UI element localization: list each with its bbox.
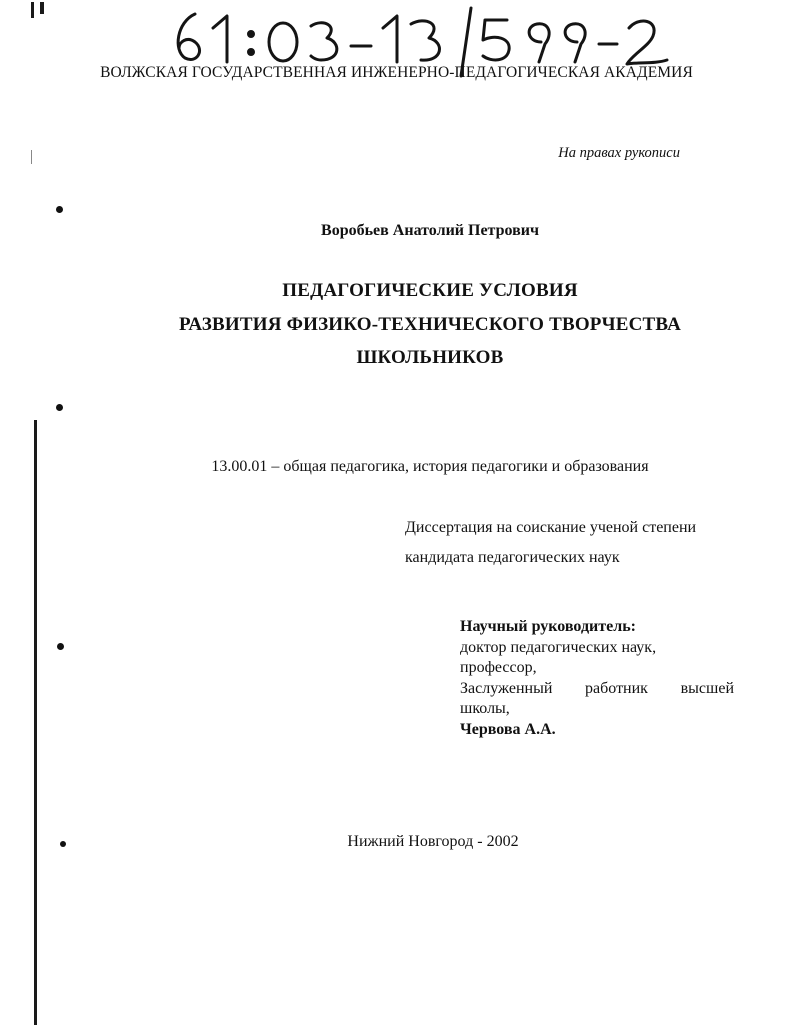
scan-dot	[56, 206, 63, 213]
academy-name: ВОЛЖСКАЯ ГОСУДАРСТВЕННАЯ ИНЖЕНЕРНО-ПЕДАГОГИЧЕСКАЯ АКАДЕМИЯ	[100, 64, 693, 81]
advisor-rank: профессор,	[460, 659, 537, 676]
binding-edge	[34, 420, 37, 1025]
dissertation-title-line: ШКОЛЬНИКОВ	[356, 347, 504, 368]
scan-edge-mark	[31, 150, 32, 164]
advisor-heading: Научный руководитель:	[460, 618, 636, 635]
manuscript-rights-note: На правах рукописи	[558, 145, 680, 161]
scan-dot	[56, 404, 63, 411]
advisor-name: Червова А.А.	[460, 720, 556, 738]
advisor-honor: Заслуженный работник высшей	[460, 679, 734, 697]
scan-edge-mark	[31, 2, 34, 18]
degree-statement-line: кандидата педагогических наук	[405, 549, 620, 566]
advisor-honor-cont: школы,	[460, 700, 510, 717]
dissertation-title-line: ПЕДАГОГИЧЕСКИЕ УСЛОВИЯ	[282, 280, 578, 301]
degree-statement-line: Диссертация на соискание ученой степени	[405, 519, 697, 536]
specialty-code: 13.00.01 – общая педагогика, история педагогики и образования	[211, 458, 649, 475]
scan-dot	[57, 643, 64, 650]
author-name: Воробьев Анатолий Петрович	[321, 222, 539, 239]
scan-dot	[60, 841, 66, 847]
scientific-advisor-block	[460, 617, 734, 740]
dissertation-title-line: РАЗВИТИЯ ФИЗИКО-ТЕХНИЧЕСКОГО ТВОРЧЕСТВА	[178, 314, 682, 335]
city-and-year: Нижний Новгород - 2002	[347, 833, 519, 850]
scan-edge-mark	[40, 2, 44, 14]
advisor-degree: доктор педагогических наук,	[460, 638, 657, 656]
